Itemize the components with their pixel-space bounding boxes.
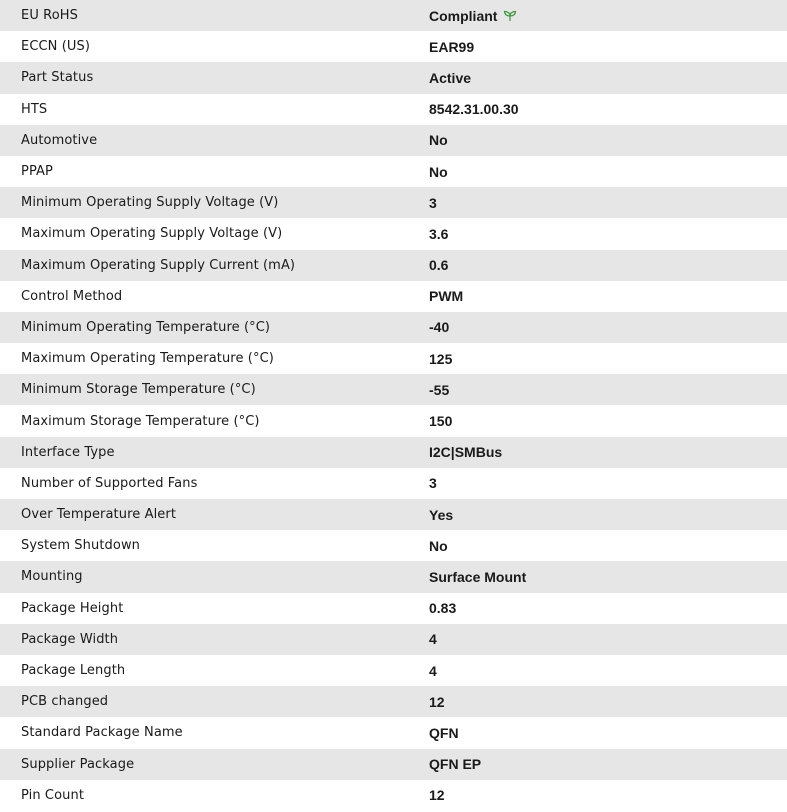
table-row — [0, 218, 787, 249]
table-row — [0, 593, 787, 624]
table-row — [0, 281, 787, 312]
table-row — [0, 468, 787, 499]
spec-label: Part Status — [21, 70, 94, 86]
table-row — [0, 655, 787, 686]
spec-label: Maximum Operating Temperature (°C) — [21, 351, 274, 367]
spec-value: 4 — [429, 631, 437, 648]
spec-value: I2C|SMBus — [429, 444, 503, 461]
spec-label: Maximum Storage Temperature (°C) — [21, 413, 260, 429]
spec-label: PPAP — [21, 164, 53, 180]
table-row — [0, 624, 787, 655]
spec-value: 125 — [429, 350, 453, 367]
spec-label: Mounting — [21, 569, 83, 585]
spec-value: 0.6 — [429, 257, 449, 274]
spec-value: 12 — [429, 787, 445, 804]
table-row — [0, 437, 787, 468]
table-row — [0, 250, 787, 281]
table-row — [0, 31, 787, 62]
spec-label: Interface Type — [21, 444, 115, 460]
spec-value: 3.6 — [429, 225, 449, 242]
spec-label: Number of Supported Fans — [21, 475, 198, 491]
table-row — [0, 561, 787, 592]
table-row — [0, 343, 787, 374]
table-row — [0, 499, 787, 530]
spec-value: 150 — [429, 413, 453, 430]
table-row — [0, 94, 787, 125]
spec-label: Control Method — [21, 288, 123, 304]
spec-label: Minimum Operating Temperature (°C) — [21, 319, 271, 335]
table-row — [0, 780, 787, 811]
spec-value: No — [429, 537, 448, 554]
table-row — [0, 686, 787, 717]
spec-label: HTS — [21, 101, 48, 117]
spec-label: Pin Count — [21, 787, 85, 803]
spec-label: ECCN (US) — [21, 39, 91, 55]
spec-value: QFN EP — [429, 756, 482, 773]
spec-value: No — [429, 132, 448, 149]
spec-label: Minimum Operating Supply Voltage (V) — [21, 195, 279, 211]
spec-value: 3 — [429, 475, 437, 492]
spec-label: Over Temperature Alert — [21, 507, 177, 523]
table-row — [0, 717, 787, 748]
spec-value: QFN — [429, 724, 459, 741]
spec-value: EAR99 — [429, 38, 475, 55]
spec-value: 4 — [429, 662, 437, 679]
leaf-icon — [503, 10, 517, 22]
spec-value: Surface Mount — [429, 568, 527, 585]
spec-label: Maximum Operating Supply Voltage (V) — [21, 226, 283, 242]
spec-label: Automotive — [21, 132, 98, 148]
spec-label: Package Width — [21, 631, 119, 647]
spec-label: Package Height — [21, 600, 124, 616]
spec-label: Supplier Package — [21, 756, 135, 772]
table-row — [0, 62, 787, 93]
spec-value — [429, 0, 787, 31]
spec-label: Maximum Operating Supply Current (mA) — [21, 257, 296, 273]
table-row — [0, 187, 787, 218]
table-row — [0, 156, 787, 187]
table-row — [0, 312, 787, 343]
table-row — [0, 374, 787, 405]
spec-label: Minimum Storage Temperature (°C) — [21, 382, 256, 398]
table-row — [0, 749, 787, 780]
spec-value: PWM — [429, 288, 464, 305]
table-row — [0, 530, 787, 561]
spec-label: EU RoHS — [21, 8, 78, 24]
spec-value: 8542.31.00.30 — [429, 101, 519, 118]
spec-value: Yes — [429, 506, 454, 523]
spec-label: Standard Package Name — [21, 725, 183, 741]
spec-value: 3 — [429, 194, 437, 211]
spec-value: 12 — [429, 693, 445, 710]
spec-value: -55 — [429, 381, 450, 398]
spec-value: No — [429, 163, 448, 180]
rohs-status-text: Compliant — [429, 7, 498, 24]
spec-label: PCB changed — [21, 694, 109, 710]
table-row — [0, 0, 787, 31]
spec-value: Active — [429, 69, 472, 86]
table-row — [0, 125, 787, 156]
table-row — [0, 405, 787, 436]
spec-label: System Shutdown — [21, 538, 141, 554]
spec-value: 0.83 — [429, 600, 457, 617]
spec-value: -40 — [429, 319, 450, 336]
spec-label: Package Length — [21, 663, 126, 679]
